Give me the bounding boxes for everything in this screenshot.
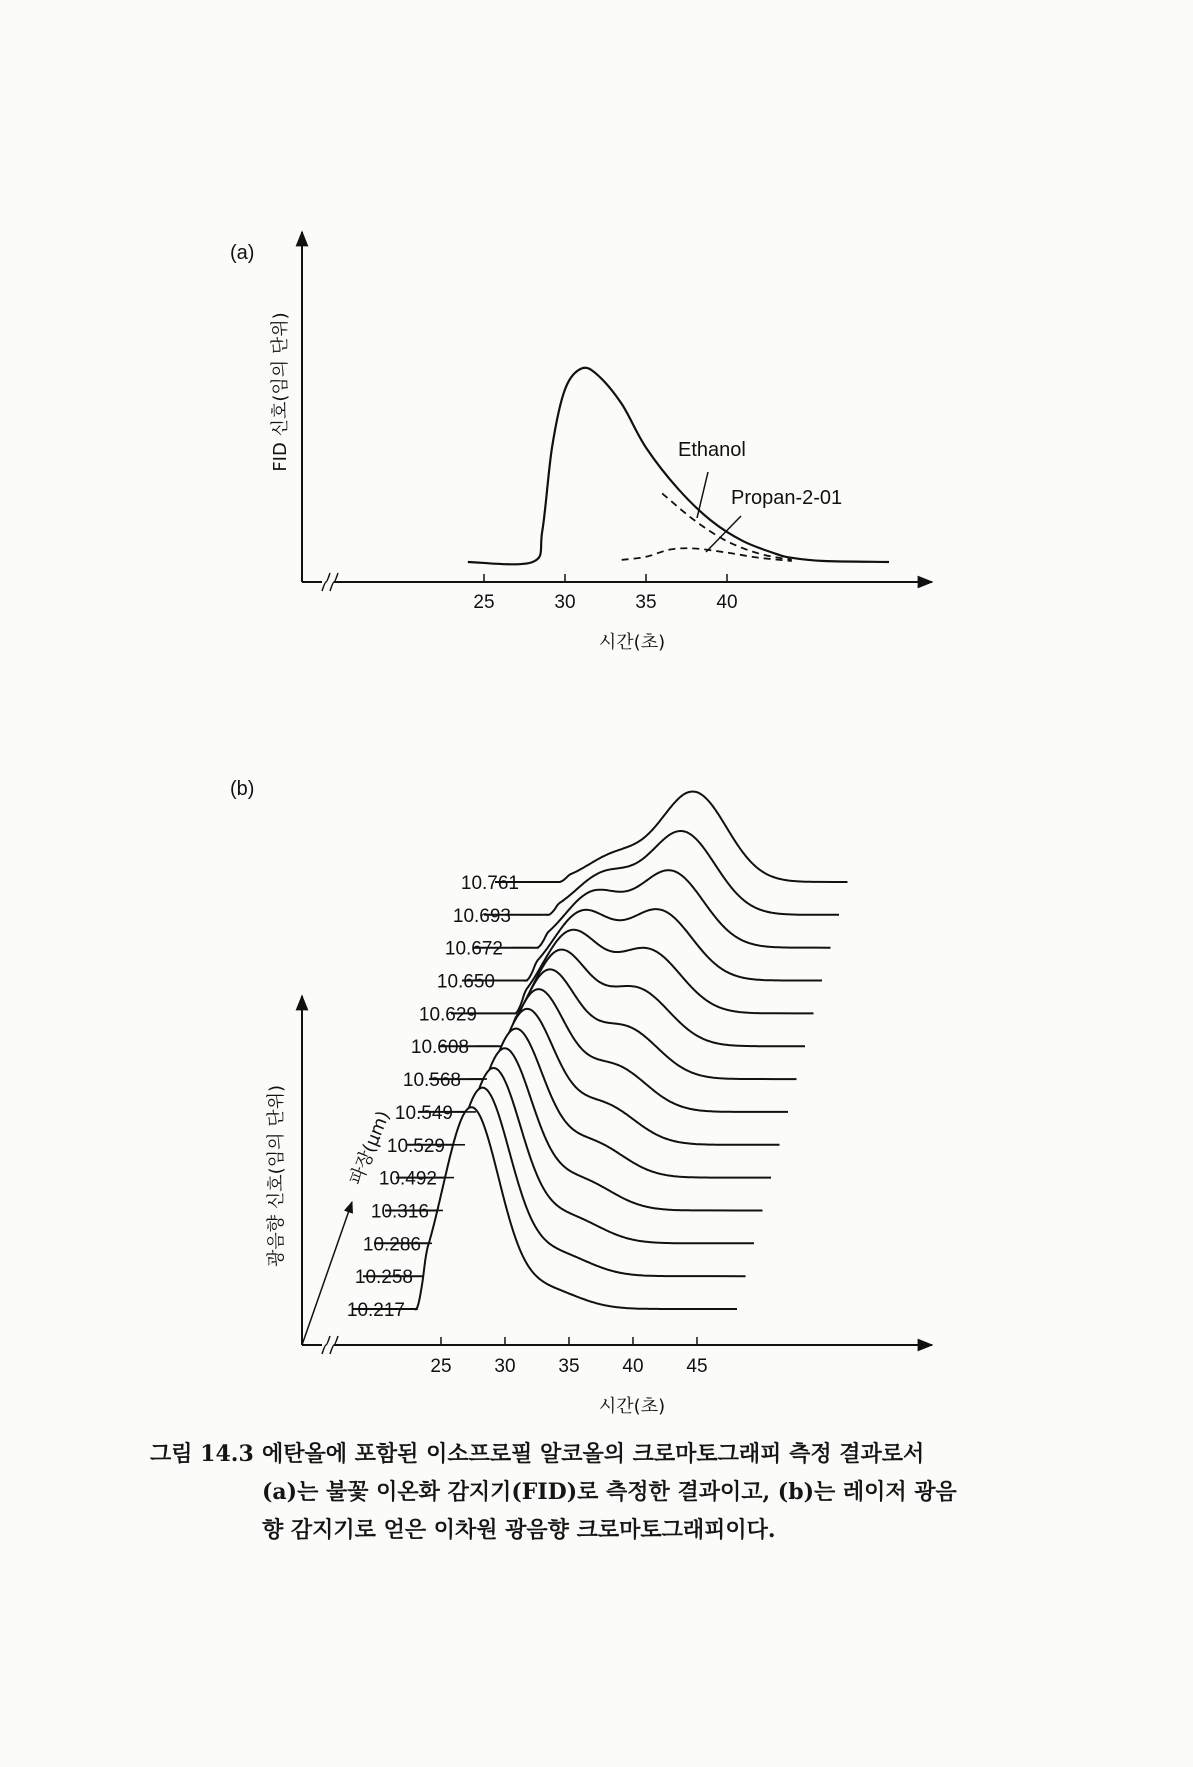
caption-line-2: (a)는 불꽃 이온화 감지기(FID)로 측정한 결과이고, (b)는 레이저 광음 <box>262 1479 957 1505</box>
wavelength-label: 10.650 <box>436 971 495 993</box>
panel-b-depth-axis-label: 파장(μm) <box>345 1107 395 1188</box>
wavelength-label: 10.258 <box>354 1267 413 1289</box>
panel-a-y-axis-label: FID 신호(임의 단위) <box>270 312 291 472</box>
panel-a-x-tick-label: 40 <box>716 592 738 613</box>
panel-b-x-ticks <box>430 1337 707 1377</box>
wavelength-label: 10.761 <box>460 873 519 894</box>
panel-a-x-tick-label: 35 <box>635 592 657 613</box>
panel-a-x-axis-label: 시간(초) <box>598 632 666 653</box>
wavelength-label: 10.529 <box>386 1135 445 1157</box>
wavelength-label: 10.629 <box>418 1004 477 1026</box>
panel-b-label: (b) <box>230 778 255 800</box>
panel-b-x-tick-label: 35 <box>558 1356 580 1377</box>
panel-a-x-tick-label: 25 <box>473 592 495 613</box>
wavelength-label: 10.549 <box>394 1102 453 1124</box>
wavelength-label: 10.608 <box>410 1037 469 1059</box>
propanol-label: Propan-2-01 <box>731 487 843 509</box>
panel-a-series-total <box>468 368 889 565</box>
panel-b-y-axis-label: 광음향 신호(임의 단위) <box>266 1085 287 1267</box>
caption-line-3: 향 감지기로 얻은 이차원 광음향 크로마토그래피이다. <box>262 1517 776 1543</box>
figure-number: 그림 14.3 <box>150 1441 254 1467</box>
panel-b-x-tick-label: 40 <box>622 1356 644 1377</box>
panel-a-curves <box>468 368 889 565</box>
panel-a-x-tick-label: 30 <box>554 592 576 613</box>
wavelength-label: 10.217 <box>346 1300 405 1321</box>
wavelength-label: 10.492 <box>378 1168 437 1190</box>
wavelength-label: 10.693 <box>452 905 511 927</box>
panel-b-x-tick-label: 30 <box>494 1356 516 1377</box>
panel-b-x-tick-label: 25 <box>430 1356 452 1377</box>
figure-caption <box>150 1435 1050 1549</box>
panel-a <box>230 232 932 653</box>
panel-b-x-axis-label: 시간(초) <box>598 1396 666 1417</box>
wavelength-label: 10.316 <box>370 1201 429 1223</box>
wavelength-label: 10.568 <box>402 1070 461 1092</box>
panel-b-x-tick-label: 45 <box>686 1356 708 1377</box>
panel-a-x-ticks <box>473 574 737 613</box>
caption-line-1: 에탄올에 포함된 이소프로필 알코올의 크로마토그래피 측정 결과로서 <box>262 1441 925 1467</box>
wavelength-label: 10.286 <box>362 1234 421 1256</box>
panel-b <box>230 778 932 1417</box>
panel-b-depth-axis <box>302 1202 352 1345</box>
panel-a-label: (a) <box>230 242 255 264</box>
wavelength-label: 10.672 <box>444 938 503 960</box>
ethanol-label: Ethanol <box>678 439 746 461</box>
ethanol-pointer <box>697 472 708 518</box>
